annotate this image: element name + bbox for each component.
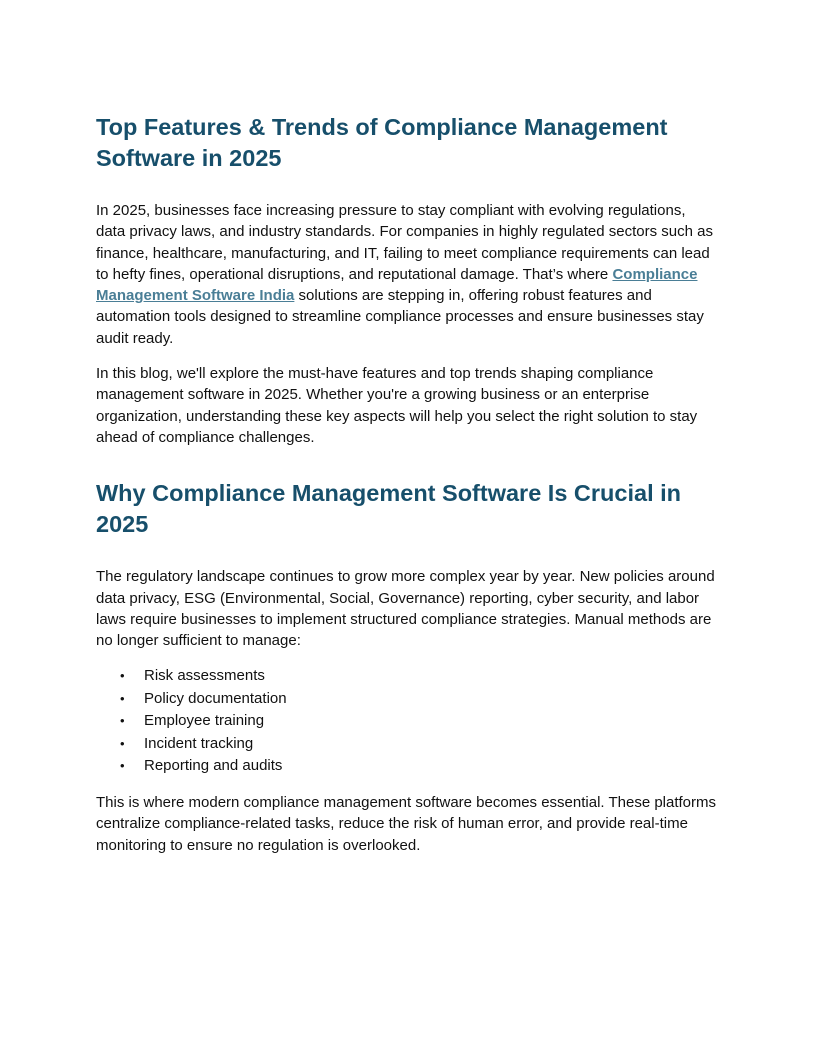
list-item-text: Risk assessments — [144, 667, 265, 685]
list-item-text: Incident tracking — [144, 734, 254, 752]
list-item — [96, 688, 716, 711]
manual-methods-list — [96, 665, 716, 778]
list-item-text: Policy documentation — [144, 689, 287, 707]
compliance-software-india-link[interactable]: Compliance Management Software India — [96, 265, 698, 305]
bullet-icon: • — [120, 668, 125, 684]
closing-paragraph: This is where modern compliance management software becomes essential. These platforms centralize compliance-related tasks, reduce the risk of human error, and provide real-time monitoring to ensure no regulation is overlooked. — [96, 793, 717, 854]
list-item — [96, 710, 716, 733]
page-title: Top Features & Trends of Compliance Management Software in 2025 — [96, 114, 668, 171]
list-item-text: Employee training — [144, 712, 265, 730]
intro-paragraph — [96, 200, 716, 349]
bullet-icon: • — [120, 713, 125, 729]
document-page — [96, 112, 716, 870]
list-item — [96, 665, 716, 688]
intro-text-after-link: solutions are stepping in, offering robust features and automation tools designed to streamline compliance processes and ensure businesses stay audit ready. — [96, 287, 704, 347]
section-heading: Why Compliance Management Software Is Crucial in 2025 — [96, 480, 682, 538]
blog-overview-paragraph: In this blog, we'll explore the must-have features and top trends shaping compliance management software in 2025. Whether you're a growing business or an enterprise organization, understanding these key aspects will help you select the right solution to stay ahead of compliance challenges. — [96, 365, 698, 446]
section-paragraph: The regulatory landscape continues to grow more complex year by year. New policies around data privacy, ESG (Environmental, Social, Governance) reporting, cyber security, and labor laws require businesses to implement structured compliance strategies. Manual methods are no longer sufficient to manage: — [96, 568, 715, 650]
list-item — [96, 733, 716, 756]
list-item — [96, 755, 716, 778]
list-item-text: Reporting and audits — [144, 757, 283, 775]
bullet-icon: • — [120, 758, 125, 774]
bullet-icon: • — [120, 690, 125, 706]
bullet-icon: • — [120, 735, 125, 751]
intro-text-before-link: In 2025, businesses face increasing pressure to stay compliant with evolving regulations, data privacy laws, and industry standards. For companies in highly regulated sectors such as finance, healthcare, manufacturing, and IT, failing to meet compliance requirements can lead to hefty fines, operational disruptions, and reputational damage. That’s where — [96, 202, 713, 283]
